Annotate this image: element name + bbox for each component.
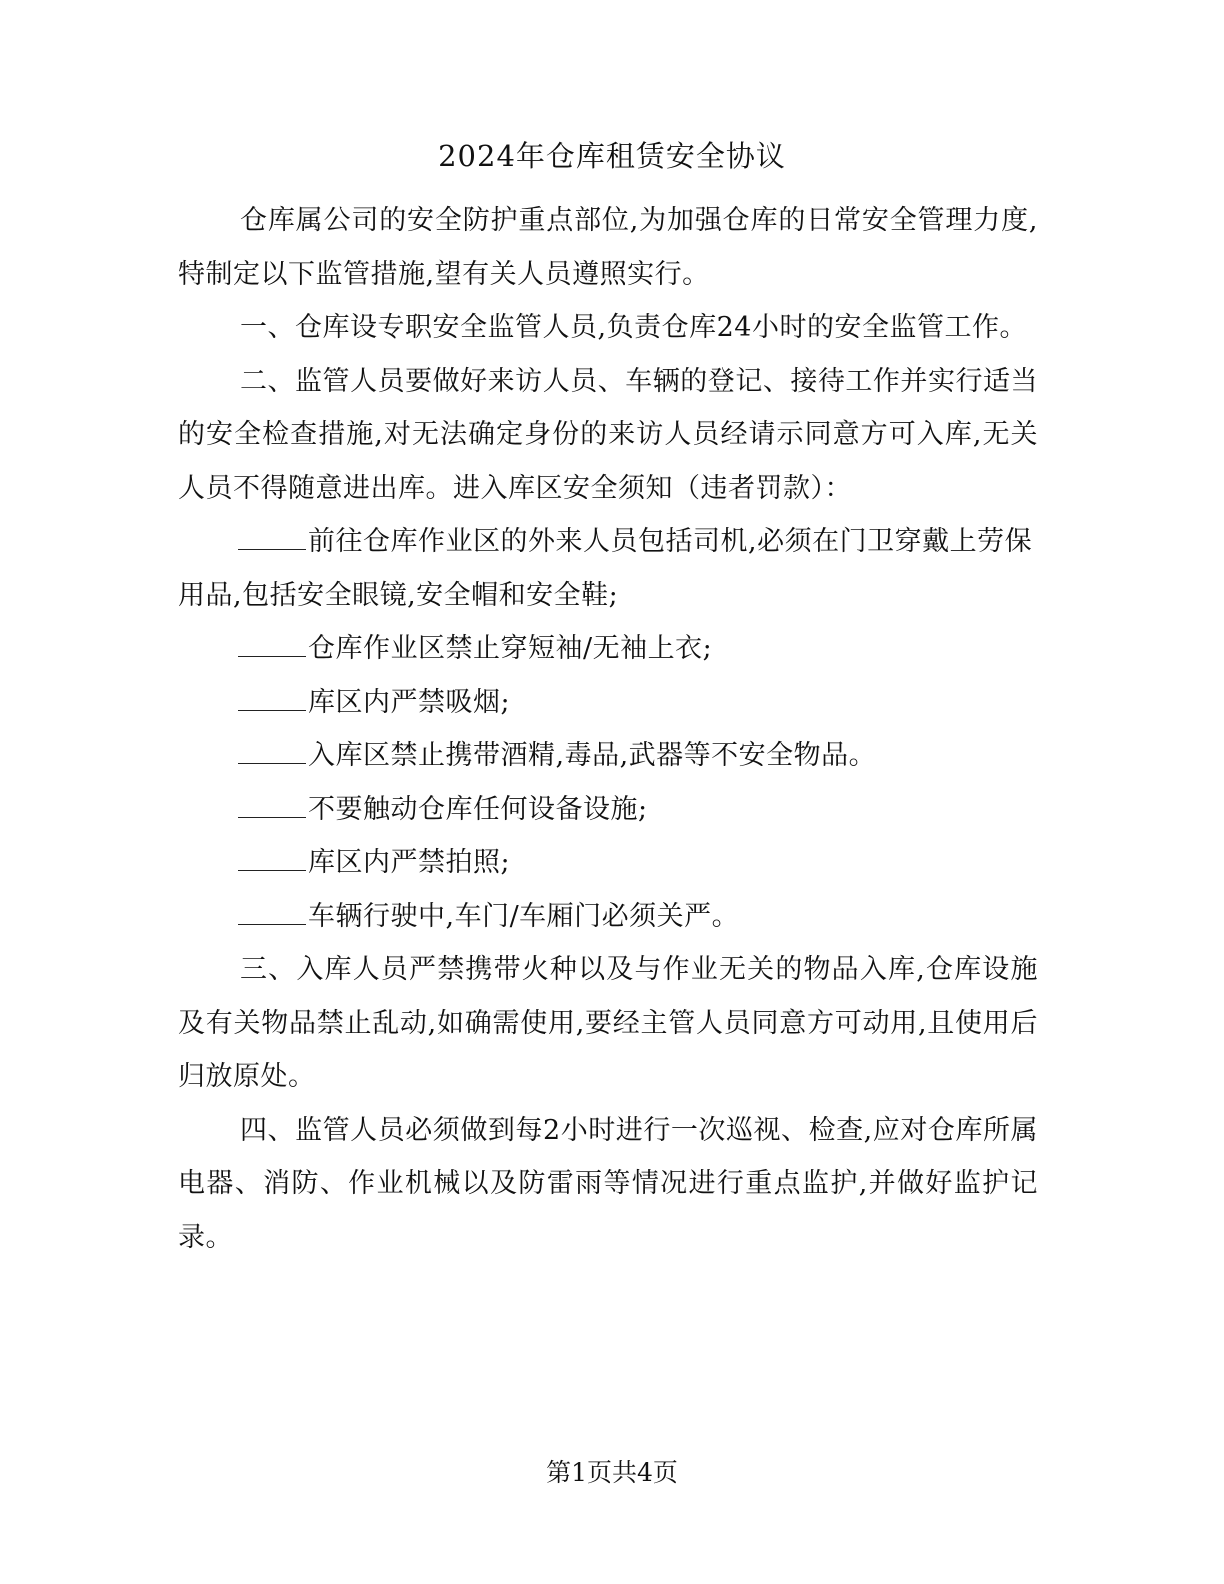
fill-blank — [238, 519, 306, 550]
document-title: 2024年仓库租赁安全协议 — [438, 139, 786, 173]
rule-item — [178, 622, 1038, 676]
fill-blank — [238, 894, 306, 925]
rule-item — [178, 676, 1038, 730]
section-2: 二、监管人员要做好来访人员、车辆的登记、接待工作并实行适当的安全检查措施,对无法确定身份的来访人员经请示同意方可入库,无关人员不得随意进出库。进入库区安全须知（违者罚款）： — [178, 365, 1038, 504]
rule-text: 仓库作业区禁止穿短袖/无袖上衣; — [308, 633, 713, 664]
rule-item — [178, 729, 1038, 783]
section-4: 四、监管人员必须做到每2小时进行一次巡视、检查,应对仓库所属电器、消防、作业机械以及防雷雨等情况进行重点监护,并做好监护记录。 — [178, 1114, 1038, 1253]
rule-item — [178, 783, 1038, 837]
rule-item — [178, 836, 1038, 890]
rule-text: 前往仓库作业区的外来人员包括司机,必须在门卫穿戴上劳保用品,包括安全眼镜,安全帽和安全鞋; — [178, 526, 1033, 611]
rule-text: 车辆行驶中,车门/车厢门必须关严。 — [308, 900, 740, 932]
rule-text: 入库区禁止携带酒精,毒品,武器等不安全物品。 — [308, 740, 877, 771]
page-number: 第1页共4页 — [546, 1458, 678, 1487]
fill-blank — [238, 680, 306, 711]
fill-blank — [238, 733, 306, 764]
rule-item — [178, 515, 1038, 622]
fill-blank — [238, 840, 306, 871]
fill-blank — [238, 626, 306, 657]
section-1: 一、仓库设专职安全监管人员,负责仓库24小时的安全监管工作。 — [240, 312, 1027, 343]
fill-blank — [238, 787, 306, 818]
rule-text: 库区内严禁吸烟; — [308, 686, 511, 718]
rule-text: 不要触动仓库任何设备设施; — [308, 793, 648, 825]
intro-paragraph: 仓库属公司的安全防护重点部位,为加强仓库的日常安全管理力度,特制定以下监管措施,望有关人员遵照实行。 — [178, 205, 1038, 290]
rule-text: 库区内严禁拍照; — [308, 847, 511, 878]
section-3: 三、入库人员严禁携带火种以及与作业无关的物品入库,仓库设施及有关物品禁止乱动,如确需使用,要经主管人员同意方可动用,且使用后归放原处。 — [178, 954, 1038, 1092]
document-body — [178, 194, 1038, 1264]
rule-item — [178, 890, 1038, 944]
